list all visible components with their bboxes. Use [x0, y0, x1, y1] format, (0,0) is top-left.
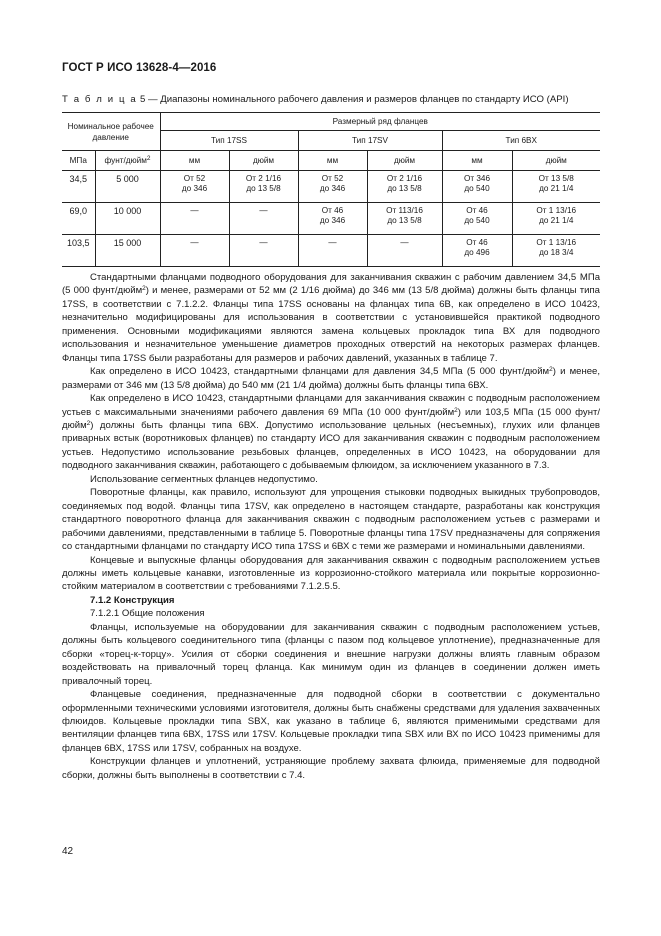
unit-mm-header: мм [442, 151, 512, 171]
unit-mm-header: мм [160, 151, 229, 171]
sv-mm-cell: От 46 до 346 [298, 203, 367, 235]
pressure-mpa-cell: 103,5 [62, 235, 95, 267]
paragraph: Использование сегментных фланцев недопустимо. [90, 473, 318, 485]
bx-mm-cell: От 46 до 496 [442, 235, 512, 267]
bx-mm-cell: От 346 до 540 [442, 171, 512, 203]
unit-in-header: дюйм [512, 151, 600, 171]
ss-mm-cell: — [160, 203, 229, 235]
paragraph: Как определено в ИСО 10423, стандартными фланцами для заканчивания скважин с подводным расположением устьев с максимальными значениями рабочего давления 69 МПа (10 000 фунт/дюйм$^2$) или 103,5 МПа (15 000 фунт/дюйм$^2$) должны быть фланцы типа 6ВХ. Допустимо использование цельных (несъемных), глухих или фланцев приварных встык (воротниковых фланцев) по стандарту ИСО для заканчивания скважин с подводным расположением устьев. Недопустимо использование резьбовых фланцев, определенных в ИСО 10423, на оборудовании для подводного заканчивания скважин, работающего с добываемым флюидом, за исключением указанного в 7.3. [62, 393, 600, 472]
bx-in-cell: От 1 13/16 до 18 3/4 [512, 235, 600, 267]
paragraph: Как определено в ИСО 10423, стандартными фланцами для давления 34,5 МПа (5 000 фунт/дюйм$^2$) и менее, размерами от 346 мм (13 5/8 дюйма) до 540 мм (21 1/4 дюйма) должны быть фланцы типа 6ВХ. [62, 366, 600, 391]
sv-in-cell: От 2 1/16 до 13 5/8 [367, 171, 442, 203]
pressure-psi-cell: 10 000 [95, 203, 160, 235]
bx-mm-cell: От 46 до 540 [442, 203, 512, 235]
unit-in-header: дюйм [367, 151, 442, 171]
paragraph: Фланцы, используемые на оборудовании для заканчивания скважин с подводным расположением устьев, должны быть кольцевого соединительного типа (фланцы с пазом под кольцевое уплотнение), предназначенные для сборки «торец-к-торцу». Усилия от сборки соединения и внешние нагрузки должны влиять главным образом воздействовать на привалочный торец фланца. Как минимум один из фланцев в соединении должен иметь привалочный торец. [62, 621, 600, 687]
paragraph: Конструкции фланцев и уплотнений, устраняющие проблему захвата флюида, применяемые для подводной сборки, должны быть выполнены в соответствии с 7.4. [62, 756, 600, 781]
ss-in-cell: — [229, 235, 298, 267]
sv-in-cell: — [367, 235, 442, 267]
flange-series-header: Размерный ряд фланцев [160, 113, 600, 131]
sv-mm-cell: От 52 до 346 [298, 171, 367, 203]
table-row [62, 203, 600, 235]
table-row [62, 235, 600, 267]
table-row [62, 171, 600, 203]
ss-mm-cell: — [160, 235, 229, 267]
ss-in-cell: От 2 1/16 до 13 5/8 [229, 171, 298, 203]
bx-in-cell: От 1 13/16 до 21 1/4 [512, 203, 600, 235]
pressure-psi-cell: 15 000 [95, 235, 160, 267]
type-6bx-header: Тип 6BX [442, 131, 600, 151]
page-number: 42 [62, 846, 74, 857]
sv-in-cell: От 113/16 до 13 5/8 [367, 203, 442, 235]
section-heading: 7.1.2 Конструкция [90, 594, 175, 606]
table-caption-text: 5 — Диапазоны номинального рабочего давления и размеров фланцев по стандарту ИСО (API) [139, 94, 569, 105]
table-caption [62, 94, 569, 105]
type-17sv-header: Тип 17SV [298, 131, 442, 151]
paragraph: Поворотные фланцы, как правило, используют для упрощения стыковки подводных выкидных трубопроводов, соединяемых под водой. Фланцы типа 17SV, как определено в настоящем стандарте, разработаны как конструкция стандартного поворотного фланца для заканчивания скважин с подводным расположением устьев с размерами и рабочими давлениями, представленными в таблице 5. Поворотные фланцы типа 17SV предназначены для сопряжения со стандартными фланцами по стандарту ИСО типа 17SS и 6ВХ с теми же размерами и номинальными давлениями. [62, 487, 600, 553]
unit-in-header: дюйм [229, 151, 298, 171]
pressure-mpa-cell: 34,5 [62, 171, 95, 203]
nominal-pressure-header: Номинальное рабочее давление [62, 113, 160, 151]
paragraph: Стандартными фланцами подводного оборудования для заканчивания скважин с рабочим давлением 34,5 МПа (5 000 фунт/дюйм$^2$) и менее, размерами от 52 мм (2 1/16 дюйма) до 346 мм (13 5/8 дюйма) должны быть фланцы типа 17SS, в соответствии с 7.1.2.2. Фланцы типа 17SS основаны на фланцах типа 6В, как определено в ИСО 10423, незначительно модифицированы для использования в соответствии с установившейся практикой подводного применения. Основными модификациями являются замена кольцевых прокладок типа ВХ для подводного использования и незначительное уменьшение диаметров проходных отверстий на некоторых размерах фланцев. Фланцы типа 17SS были разработаны для размеров и рабочих давлений, указанных в таблице 7. [62, 272, 600, 364]
pressure-psi-cell: 5 000 [95, 171, 160, 203]
flange-range-table [62, 112, 600, 267]
paragraph: Концевые и выпускные фланцы оборудования для заканчивания скважин с подводным расположением устьев должны иметь кольцевые канавки, изготовленные из коррозионно-стойкого материала или покрытые коррозионно-стойким материалом в соответствии с требованиями 7.1.2.5.5. [62, 554, 600, 593]
type-17ss-header: Тип 17SS [160, 131, 298, 151]
paragraph: Фланцевые соединения, предназначенные для подводной сборки в соответствии с документально оформленными техническими условиями изготовителя, должны быть снабжены средствами для удаления захваченных флюидов. Кольцевые прокладки типа SBX, как указано в таблице 6, являются применимыми средствами для вентиляции фланцев типа 6ВХ, 17SS или 17SV. Кольцевые прокладки типа SBX или ВХ по ИСО 10423 применимы для фланцев 6ВХ, 17SS или 17SV, собранных на воздухе. [62, 689, 600, 754]
table-caption-prefix: Т а б л и ц а [62, 94, 138, 105]
subsection-heading: 7.1.2.1 Общие положения [90, 608, 205, 620]
ss-in-cell: — [229, 203, 298, 235]
bx-in-cell: От 13 5/8 до 21 1/4 [512, 171, 600, 203]
unit-psi-header: фунт/дюйм$^2$ [95, 151, 160, 171]
standard-header: ГОСТ Р ИСО 13628-4—2016 [62, 62, 217, 74]
pressure-mpa-cell: 69,0 [62, 203, 95, 235]
body-text [62, 271, 600, 782]
ss-mm-cell: От 52 до 346 [160, 171, 229, 203]
unit-mpa-header: МПа [62, 151, 95, 171]
unit-mm-header: мм [298, 151, 367, 171]
sv-mm-cell: — [298, 235, 367, 267]
